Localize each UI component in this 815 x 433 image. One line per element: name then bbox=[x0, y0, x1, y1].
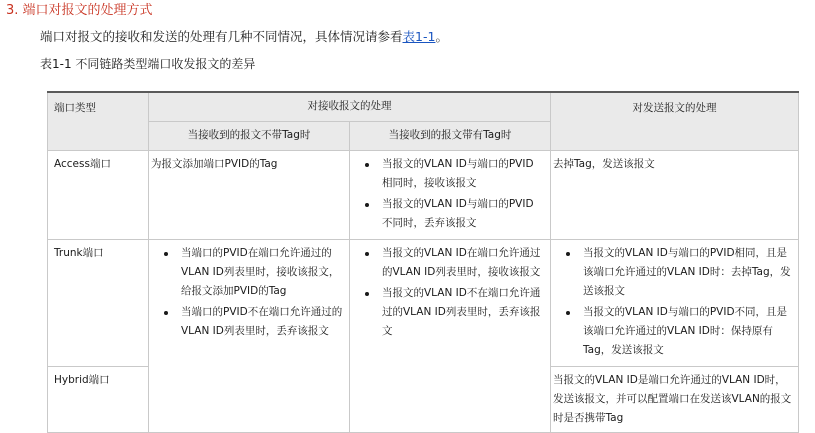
list-item: 当报文的VLAN ID与端口的PVID相同，且是该端口允许通过的VLAN ID时：去掉Tag，发送该报文 bbox=[583, 244, 792, 301]
cell-trunk-type: Trunk端口 bbox=[48, 239, 149, 366]
cell-hybrid-type: Hybrid端口 bbox=[48, 366, 149, 432]
header-receive: 对接收报文的处理 bbox=[149, 92, 551, 121]
table-caption: 表1-1 不同链路类型端口收发报文的差异 bbox=[40, 57, 256, 71]
cell-trunk-tagged bbox=[350, 239, 551, 432]
cell-access-tagged bbox=[350, 150, 551, 239]
list-item: 当报文的VLAN ID与端口的PVID不同，且是该端口允许通过的VLAN ID时：保持原有Tag，发送该报文 bbox=[583, 303, 792, 360]
intro-text: 端口对报文的接收和发送的处理有几种不同情况，具体情况请参看 bbox=[40, 29, 403, 44]
cell-access-send: 去掉Tag，发送该报文 bbox=[551, 150, 799, 239]
trunk-tagged-list bbox=[356, 244, 544, 341]
trunk-send-list bbox=[557, 244, 792, 360]
cell-trunk-send bbox=[551, 239, 799, 366]
list-item: 当报文的VLAN ID不在端口允许通过的VLAN ID列表里时，丢弃该报文 bbox=[382, 284, 544, 341]
list-item: 当端口的PVID不在端口允许通过的VLAN ID列表里时，丢弃该报文 bbox=[181, 303, 343, 341]
access-tagged-list bbox=[356, 155, 544, 233]
section-title: 3. 端口对报文的处理方式 bbox=[6, 3, 153, 18]
table-reference-link[interactable]: 表1-1 bbox=[402, 29, 436, 44]
trunk-untagged-list bbox=[155, 244, 343, 341]
list-item: 当端口的PVID在端口允许通过的VLAN ID列表里时，接收该报文，给报文添加PVID的Tag bbox=[181, 244, 343, 301]
cell-hybrid-send: 当报文的VLAN ID是端口允许通过的VLAN ID时，发送该报文，并可以配置端口在发送该VLAN的报文时是否携带Tag bbox=[551, 366, 799, 432]
cell-access-untagged: 为报文添加端口PVID的Tag bbox=[149, 150, 350, 239]
port-handling-table bbox=[47, 91, 799, 433]
header-port-type: 端口类型 bbox=[48, 92, 149, 150]
intro-text-end: 。 bbox=[435, 29, 448, 44]
intro-paragraph bbox=[40, 28, 448, 46]
list-item: 当报文的VLAN ID在端口允许通过的VLAN ID列表里时，接收该报文 bbox=[382, 244, 544, 282]
list-item: 当报文的VLAN ID与端口的PVID不同时，丢弃该报文 bbox=[382, 195, 544, 233]
header-receive-tagged: 当接收到的报文带有Tag时 bbox=[350, 121, 551, 150]
cell-trunk-untagged bbox=[149, 239, 350, 432]
list-item: 当报文的VLAN ID与端口的PVID相同时，接收该报文 bbox=[382, 155, 544, 193]
header-send: 对发送报文的处理 bbox=[551, 92, 799, 150]
cell-access-type: Access端口 bbox=[48, 150, 149, 239]
header-receive-untagged: 当接收到的报文不带Tag时 bbox=[149, 121, 350, 150]
